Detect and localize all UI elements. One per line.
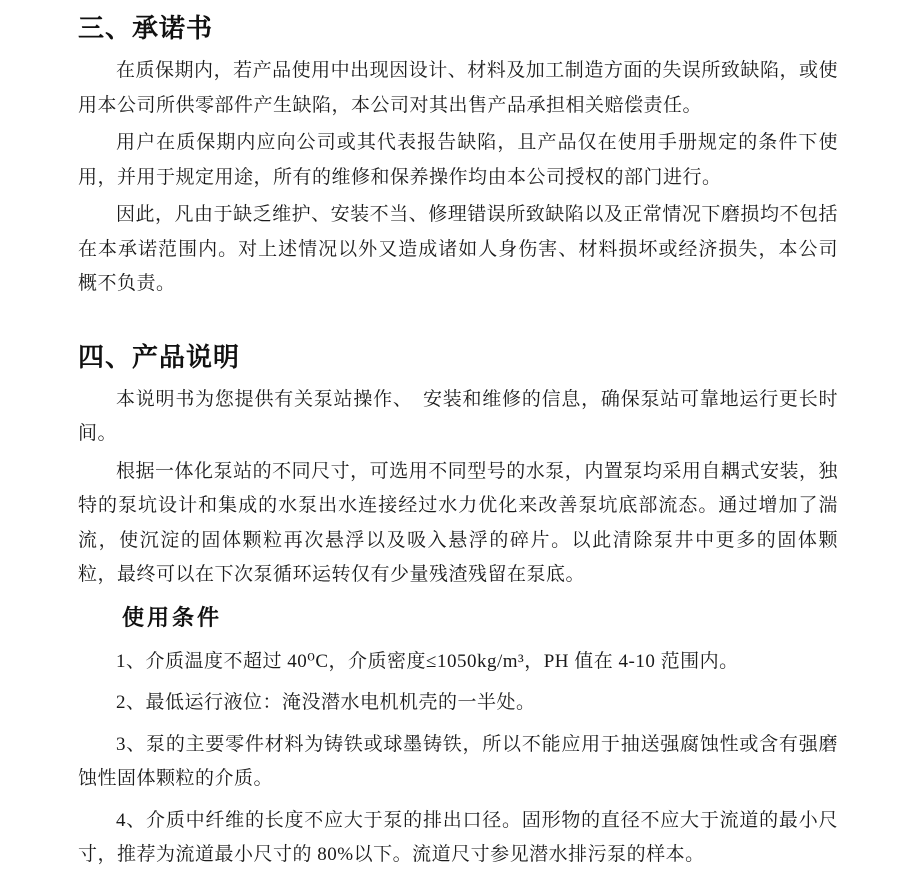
section-heading-product-description: 四、产品说明 [78,342,241,372]
section-product-description [78,342,838,873]
condition-item-1: 1、介质温度不超过 40⁰C，介质密度≤1050kg/m³，PH 值在 4-10 范围内。 [116,650,739,672]
condition-item-3: 3、泵的主要零件材料为铸铁或球墨铸铁，所以不能应用于抽送强腐蚀性或含有强磨蚀性固体颗粒的介质。 [78,733,838,789]
condition-item-4: 4、介质中纤维的长度不应大于泵的排出口径。固形物的直径不应大于流道的最小尺寸，推荐为流道最小尺寸的 80%以下。流道尺寸参见潜水排污泵的样本。 [78,809,838,865]
warranty-paragraph-3: 因此，凡由于缺乏维护、安装不当、修理错误所致缺陷以及正常情况下磨损均不包括在本承诺范围内。对上述情况以外又造成诸如人身伤害、材料损坏或经济损失，本公司概不负责。 [78,204,838,294]
section-heading-warranty: 三、承诺书 [78,14,214,43]
product-description-paragraph-2: 根据一体化泵站的不同尺寸，可选用不同型号的水泵，内置泵均采用自耦式安装，独特的泵坑设计和集成的水泵出水连接经过水力优化来改善泵坑底部流态。通过增加了湍流，使沉淀的固体颗粒再次悬浮以及吸入悬浮的碎片。以此清除泵井中更多的固体颗粒，最终可以在下次泵循环运转仅有少量残渣残留在泵底。 [78,460,838,585]
subsection-usage-conditions [78,603,838,873]
product-description-paragraph-1: 本说明书为您提供有关泵站操作、 安装和维修的信息，确保泵站可靠地运行更长时间。 [78,388,838,444]
subsection-heading-usage-conditions: 使用条件 [122,604,223,630]
warranty-paragraph-2: 用户在质保期内应向公司或其代表报告缺陷，且产品仅在使用手册规定的条件下使用，并用于规定用途，所有的维修和保养操作均由本公司授权的部门进行。 [78,132,838,188]
warranty-paragraph-1: 在质保期内，若产品使用中出现因设计、材料及加工制造方面的失误所致缺陷，或使用本公司所供零部件产生缺陷，本公司对其出售产品承担相关赔偿责任。 [78,60,838,116]
condition-item-2: 2、最低运行液位：淹没潜水电机机壳的一半处。 [116,692,536,713]
section-warranty [78,13,838,302]
